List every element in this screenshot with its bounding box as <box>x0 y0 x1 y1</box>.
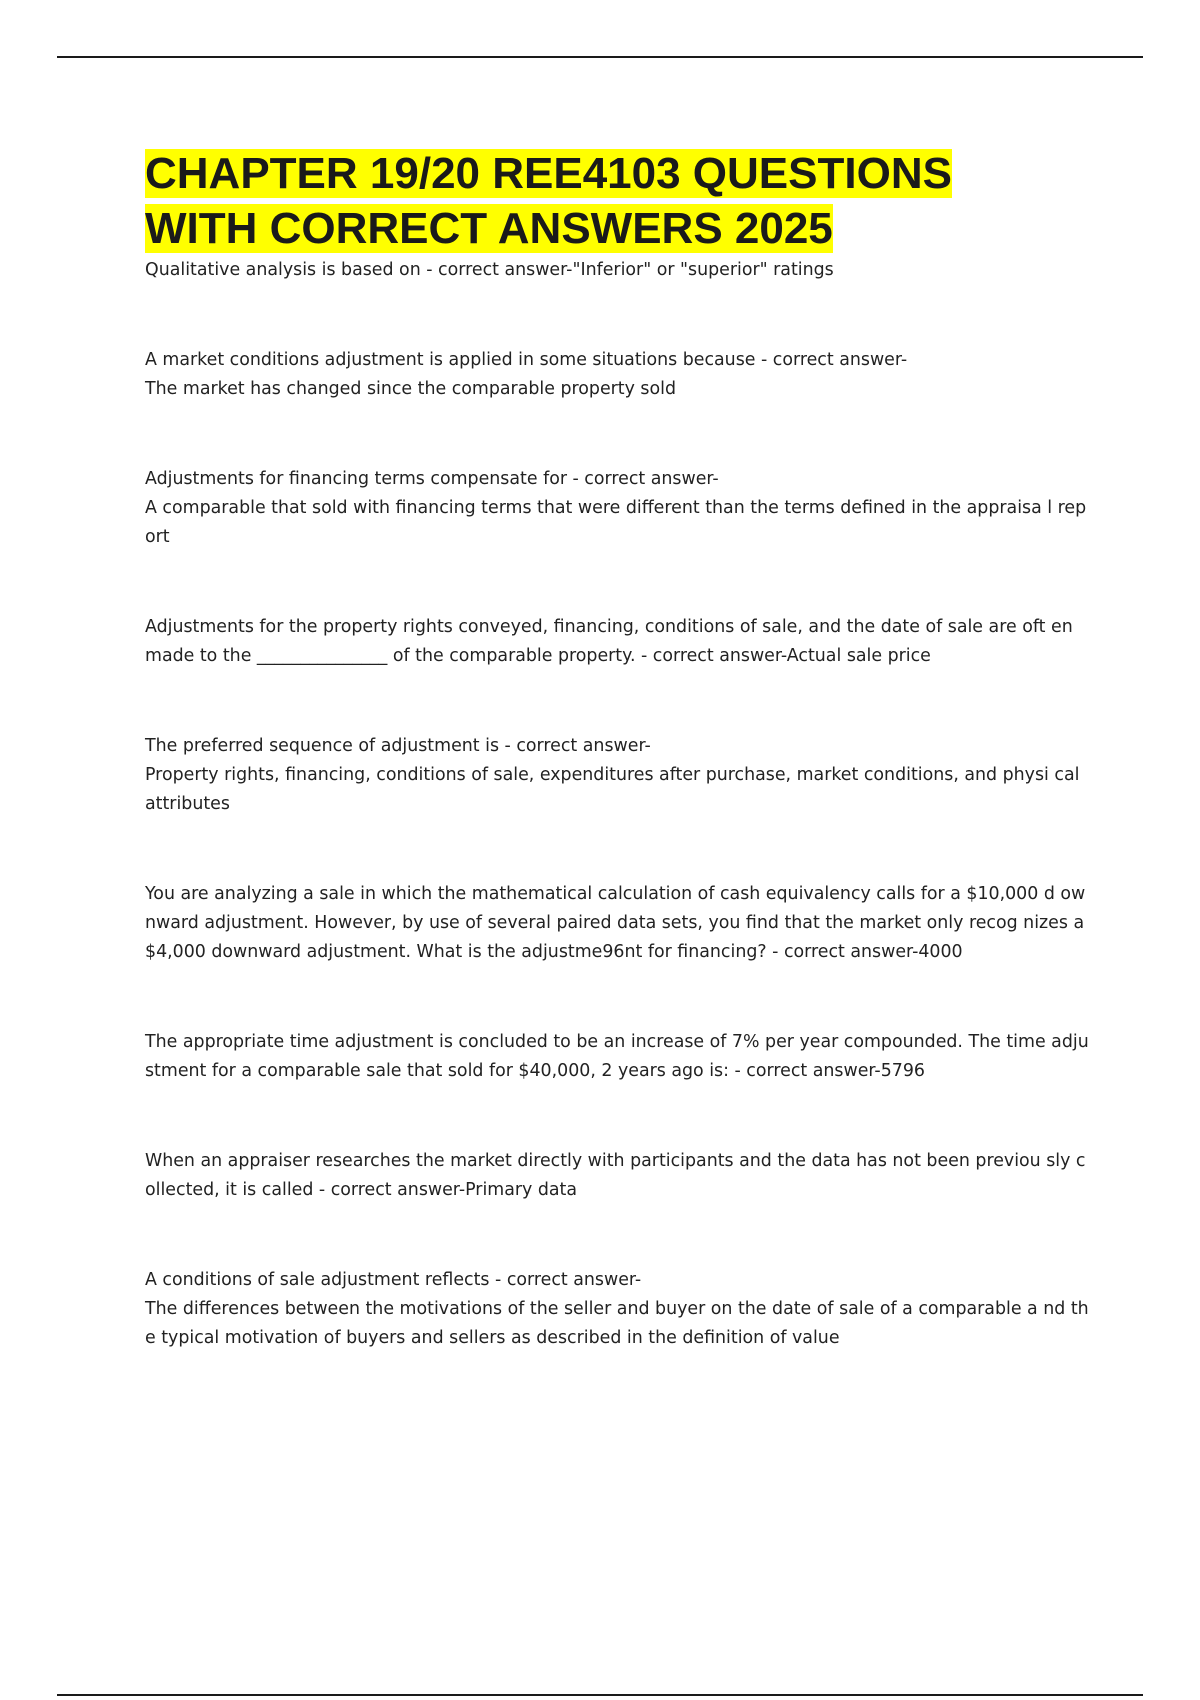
answer-text: The market has changed since the comparable property sold <box>145 379 677 399</box>
qa-item-7 <box>145 1028 1090 1086</box>
qa-item-4 <box>145 613 1090 671</box>
qa-item-6 <box>145 880 1090 967</box>
question-text: Adjustments for the property rights conveyed, financing, conditions of sale, and the date of sale are oft en made to the _______________ of the comparable property. - correct answer-Actual sale price <box>145 617 1073 666</box>
question-text: A conditions of sale adjustment reflects - correct answer- <box>145 1270 642 1290</box>
question-text: When an appraiser researches the market directly with participants and the data has not been previou sly collected, it is called - correct answer-Primary data <box>145 1151 1086 1200</box>
qa-item-5 <box>145 732 1090 819</box>
document-title <box>145 146 1090 256</box>
question-text: You are analyzing a sale in which the mathematical calculation of cash equivalency calls for a $10,000 d ownward adjustment. However, by use of several paired data sets, you find that the market only recog nizes a $4,000 downward adjustment. What is the adjustme96nt for financing? - correct answer-4000 <box>145 884 1086 962</box>
title-line-2: WITH CORRECT ANSWERS 2025 <box>145 204 833 253</box>
question-text: Qualitative analysis is based on - correct answer-"Inferior" or "superior" ratings <box>145 260 834 280</box>
question-text: The preferred sequence of adjustment is - correct answer- <box>145 736 651 756</box>
answer-text: The differences between the motivations of the seller and buyer on the date of sale of a comparable a nd the typical motivation of buyers and sellers as described in the definition of value <box>145 1299 1089 1348</box>
bottom-rule <box>57 1694 1143 1696</box>
qa-item-2 <box>145 346 1090 404</box>
answer-text: Property rights, financing, conditions of sale, expenditures after purchase, market conditions, and physi cal attributes <box>145 765 1080 814</box>
question-text: Adjustments for financing terms compensate for - correct answer- <box>145 469 719 489</box>
title-line-1: CHAPTER 19/20 REE4103 QUESTIONS <box>145 149 952 198</box>
qa-item-3 <box>145 465 1090 552</box>
qa-item-1 <box>145 256 1090 285</box>
document-body <box>145 146 1090 1353</box>
question-text: The appropriate time adjustment is concluded to be an increase of 7% per year compounded. The time adjustment for a comparable sale that sold for $40,000, 2 years ago is: - correct answer-5796 <box>145 1032 1089 1081</box>
answer-text: A comparable that sold with financing terms that were different than the terms defined in the appraisa l report <box>145 498 1087 547</box>
top-rule <box>57 56 1143 58</box>
question-text: A market conditions adjustment is applied in some situations because - correct answer- <box>145 350 908 370</box>
qa-item-8 <box>145 1147 1090 1205</box>
qa-item-9 <box>145 1266 1090 1353</box>
